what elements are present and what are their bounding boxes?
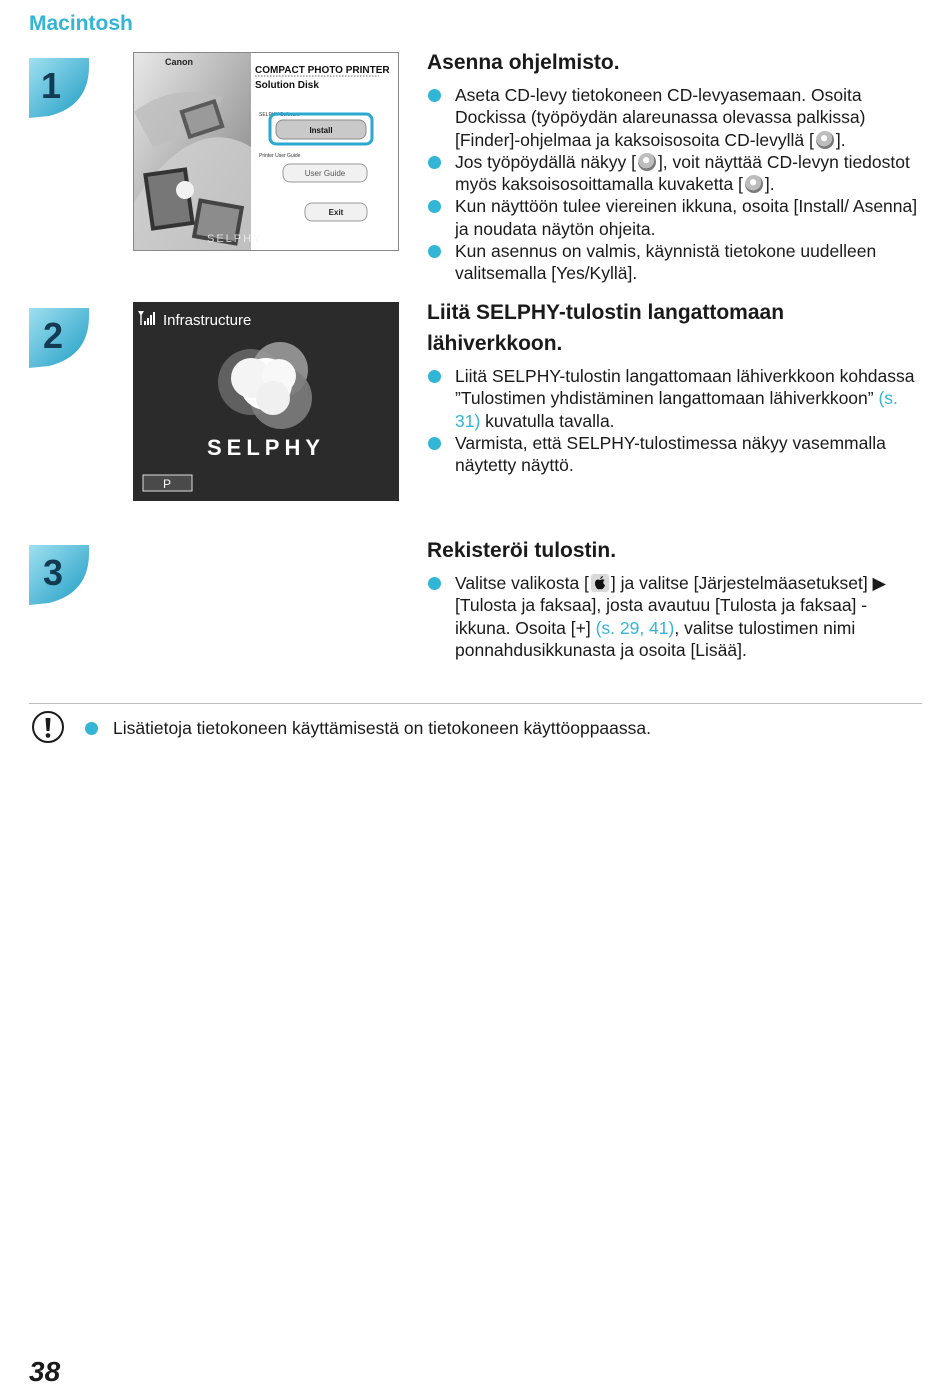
list-item: Valitse valikosta [ ] ja valitse [Järjestelmäasetukset] ▶ [Tulosta ja faksaa], josta avautuu [Tulosta ja faksaa] -ikkuna. Osoita [+] (s. 29, 41), valitse tulostimen nimi ponnahdusikkunasta ja osoita [Lisää]. [427, 572, 922, 661]
user-guide-button[interactable] [283, 164, 367, 182]
step-3-badge [29, 545, 89, 605]
list-item: Varmista, että SELPHY-tulostimessa näkyy vasemmalla näytetty näyttö. [427, 432, 922, 477]
step-number: 1 [40, 65, 62, 106]
section-divider [29, 703, 922, 704]
guide-section-label: Printer User Guide [259, 153, 301, 159]
cd-icon [745, 175, 763, 193]
step-1-title: Asenna ohjelmisto. [427, 51, 620, 74]
install-button[interactable] [276, 120, 366, 139]
step-1-content [427, 47, 922, 285]
solution-disk-label: Solution Disk [255, 80, 319, 91]
bullet-dot [428, 89, 441, 102]
step-1-badge [29, 58, 89, 118]
selphy-watermark: SELPHY [207, 233, 263, 245]
page-ref-link[interactable]: (s. 29, 41) [595, 617, 675, 638]
mode-badge-label: P [162, 477, 172, 491]
step-2-content [427, 297, 922, 476]
printer-header: COMPACT PHOTO PRINTER [255, 65, 390, 76]
bullet-dot [428, 156, 441, 169]
bullet-dot [428, 370, 441, 383]
canon-logo: Canon [165, 57, 193, 67]
bullet-dot [428, 200, 441, 213]
step-3-title: Rekisteröi tulostin. [427, 539, 617, 562]
exclamation-icon [31, 710, 65, 744]
step-2-badge [29, 308, 89, 368]
note-text: Lisätietoja tietokoneen käyttämisestä on tietokoneen käyttöoppaassa. [113, 718, 651, 738]
step-3-bullets [427, 572, 922, 661]
page-ref-link[interactable]: (s. 31) [455, 388, 898, 431]
page-number: 38 [29, 1356, 61, 1387]
step-1-screenshot [133, 52, 399, 251]
step-2-title: Liitä SELPHY-tulostin langattomaan lähiverkkoon. [427, 301, 785, 355]
cd-icon [638, 153, 656, 171]
section-title: Macintosh [29, 12, 133, 35]
user-guide-button-label: User Guide [304, 169, 346, 178]
software-section-label: SELPHY Software [259, 112, 300, 118]
infrastructure-label: Infrastructure [163, 312, 252, 329]
step-3-content [427, 535, 922, 661]
exit-button[interactable] [305, 203, 367, 221]
list-item: Kun asennus on valmis, käynnistä tietokone uudelleen valitsemalla [Yes/Kyllä]. [427, 240, 922, 285]
install-button-label: Install [309, 126, 333, 135]
bullet-dot [428, 577, 441, 590]
list-item: Liitä SELPHY-tulostin langattomaan lähiverkkoon kohdassa ”Tulostimen yhdistäminen langattomaan lähiverkkoon” (s. 31) kuvatulla tavalla. [427, 365, 922, 432]
list-item: Aseta CD-levy tietokoneen CD-levyasemaan. Osoita Dockissa (työpöydän alareunassa olevassa palkissa) [Finder]-ohjelmaa ja kaksoisosoita CD-levyllä [ ]. [427, 84, 922, 151]
step-2-screenshot [133, 302, 399, 501]
step-number: 3 [42, 552, 64, 593]
finder-cd-icon [816, 131, 834, 149]
step-number: 2 [42, 315, 64, 356]
bullet-dot [85, 722, 98, 735]
note-box [29, 708, 922, 748]
bullet-dot [428, 437, 441, 450]
step-2-bullets [427, 365, 922, 476]
exit-button-label: Exit [328, 208, 344, 217]
bullet-dot [428, 245, 441, 258]
list-item: Kun näyttöön tulee viereinen ikkuna, osoita [Install/ Asenna] ja noudata näytön ohjeita. [427, 195, 922, 240]
step-1-bullets [427, 84, 922, 285]
list-item: Jos työpöydällä näkyy [ ], voit näyttää CD-levyn tiedostot myös kaksoisosoittamalla kuvaketta [ ]. [427, 151, 922, 196]
selphy-logo-text: SELPHY [206, 435, 326, 460]
apple-menu-icon [591, 574, 609, 592]
